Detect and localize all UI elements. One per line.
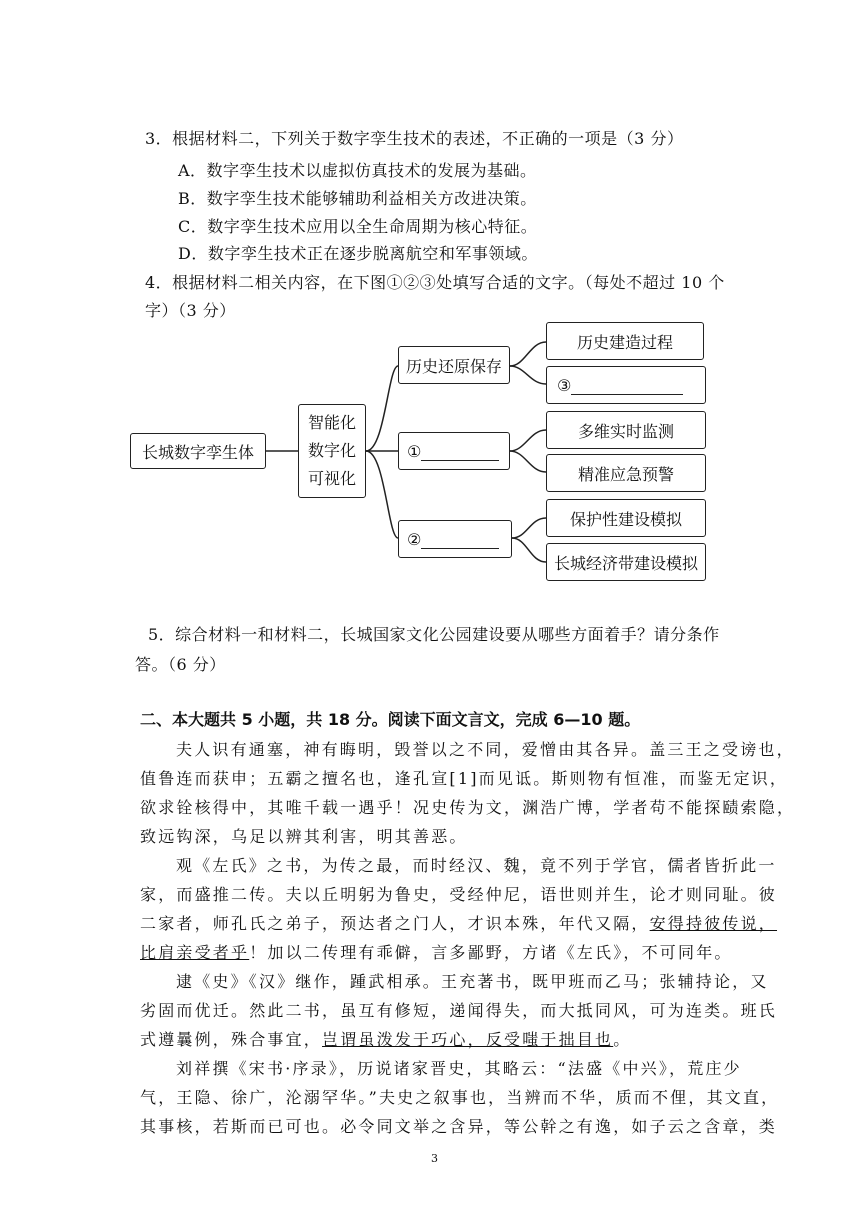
leaf-label-protective: 保护性建设模拟 — [569, 509, 682, 529]
branch-label-history: 历史还原保存 — [405, 356, 502, 376]
blank-marker-2: ② — [407, 529, 422, 549]
leaf-label-warning: 精准应急预警 — [577, 464, 674, 484]
blank-marker-1: ① — [407, 441, 422, 461]
passage-line-7-text: 二家者，师孔氏之弟子，预达者之门人，才识本殊，年代又隔， — [140, 914, 650, 933]
q3-option-a: A．数字孪生技术以虚拟仿真技术的发展为基础。 — [178, 161, 537, 180]
passage-line-5: 观《左氏》之书，为传之最，而时经汉、魏，竟不列于学官，儒者皆折此一 — [176, 856, 777, 875]
underlined-sentence-1a: 安得持彼传说， — [649, 914, 778, 933]
middle-label-1: 智能化 — [307, 413, 356, 432]
q3-option-b: B．数字孪生技术能够辅助利益相关方改进决策。 — [178, 189, 537, 208]
diagram-root-label: 长城数字孪生体 — [141, 442, 254, 462]
blank-line-2 — [421, 530, 499, 549]
passage-line-13: 气，王隐、徐广，沦溺罕华。”夫史之叙事也，当辨而不华，质而不俚，其文直， — [140, 1088, 780, 1107]
middle-label-3: 可视化 — [307, 469, 356, 488]
passage-line-3: 欲求铨核得中，其唯千载一遇乎！况史传为文，渊浩广博，学者苟不能探赜索隐， — [140, 798, 796, 817]
section2-title: 二、本大题共 5 小题，共 18 分。阅读下面文言文，完成 6—10 题。 — [140, 710, 641, 729]
q5-line1: 5．综合材料一和材料二，长城国家文化公园建设要从哪些方面着手？请分条作 — [148, 625, 720, 644]
passage-line-12: 刘祥撰《宋书·序录》，历说诸家晋史，其略云：“法盛《中兴》，荒庄少 — [176, 1059, 742, 1078]
passage-line-1: 夫人识有通塞，神有晦明，毁誉以之不同，爱憎由其各异。盖三王之受谤也， — [176, 740, 795, 759]
passage-line-11 — [140, 1027, 631, 1050]
leaf-node-warning — [546, 454, 706, 492]
passage-line-14: 其事核，若斯而已可也。必令同文举之含异，等公幹之有逸，如子云之含章，类 — [140, 1117, 778, 1136]
q4-stem-line1: 4．根据材料二相关内容，在下图①②③处填写合适的文字。（每处不超过 10 个 — [145, 273, 725, 292]
passage-line-4: 致远钩深，乌足以辨其利害，明其善恶。 — [140, 827, 468, 846]
leaf-node-blank-3 — [546, 366, 706, 404]
q3-stem: 3．根据材料二，下列关于数字孪生技术的表述，不正确的一项是（3 分） — [145, 129, 684, 148]
branch-node-blank-2 — [398, 520, 512, 558]
middle-label-2: 数字化 — [307, 441, 356, 460]
leaf-label-economic: 长城经济带建设模拟 — [553, 553, 698, 573]
q5-line2: 答。（6 分） — [135, 655, 226, 674]
leaf-label-build-process: 历史建造过程 — [576, 332, 673, 352]
leaf-node-protective — [546, 499, 706, 537]
diagram-root-node — [130, 433, 266, 469]
passage-line-11-text: 式遵曩例，殊合事宜， — [140, 1030, 323, 1049]
underlined-sentence-2: 岂谓虽泼发于巧心，反受嗤于拙目也 — [322, 1030, 614, 1049]
passage-line-11-end: 。 — [613, 1030, 632, 1049]
leaf-label-monitoring: 多维实时监测 — [577, 421, 674, 441]
q3-option-d: D．数字孪生技术正在逐步脱离航空和军事领域。 — [178, 244, 538, 263]
q3-option-c: C．数字孪生技术应用以全生命周期为核心特征。 — [178, 217, 538, 236]
leaf-node-economic — [546, 543, 706, 581]
blank-line-3 — [571, 376, 683, 395]
blank-marker-3: ③ — [557, 375, 572, 395]
passage-line-8 — [140, 940, 733, 963]
branch-node-history — [398, 346, 510, 384]
page-number: 3 — [431, 1152, 438, 1165]
leaf-node-monitoring — [546, 411, 706, 449]
passage-line-6: 家，而盛推二传。夫以丘明躬为鲁史，受经仲尼，语世则并生，论才则同耻。彼 — [140, 885, 778, 904]
passage-line-9: 逮《史》《汉》继作，踵武相承。王充著书，既甲班而乙马；张辅持论，又 — [176, 972, 769, 991]
passage-line-2: 值鲁连而获申；五霸之擅名也，逢孔宣[1]而见诋。斯则物有恒准，而鉴无定识， — [140, 769, 789, 788]
q4-stem-line2: 字）（3 分） — [145, 301, 236, 320]
passage-line-8-text: ！加以二传理有乖僻，言多鄙野，方诸《左氏》，不可同年。 — [249, 943, 733, 962]
passage-line-7 — [140, 911, 777, 934]
branch-node-blank-1 — [398, 432, 510, 470]
underlined-sentence-1b: 比肩亲受者乎 — [140, 943, 250, 962]
leaf-node-build-process — [546, 322, 704, 360]
passage-line-10: 劣固而优迁。然此二书，虽互有修短，递闻得失，而大抵同风，可为连类。班氏 — [140, 1001, 778, 1020]
diagram-middle-node — [298, 404, 366, 498]
blank-line-1 — [421, 442, 499, 461]
